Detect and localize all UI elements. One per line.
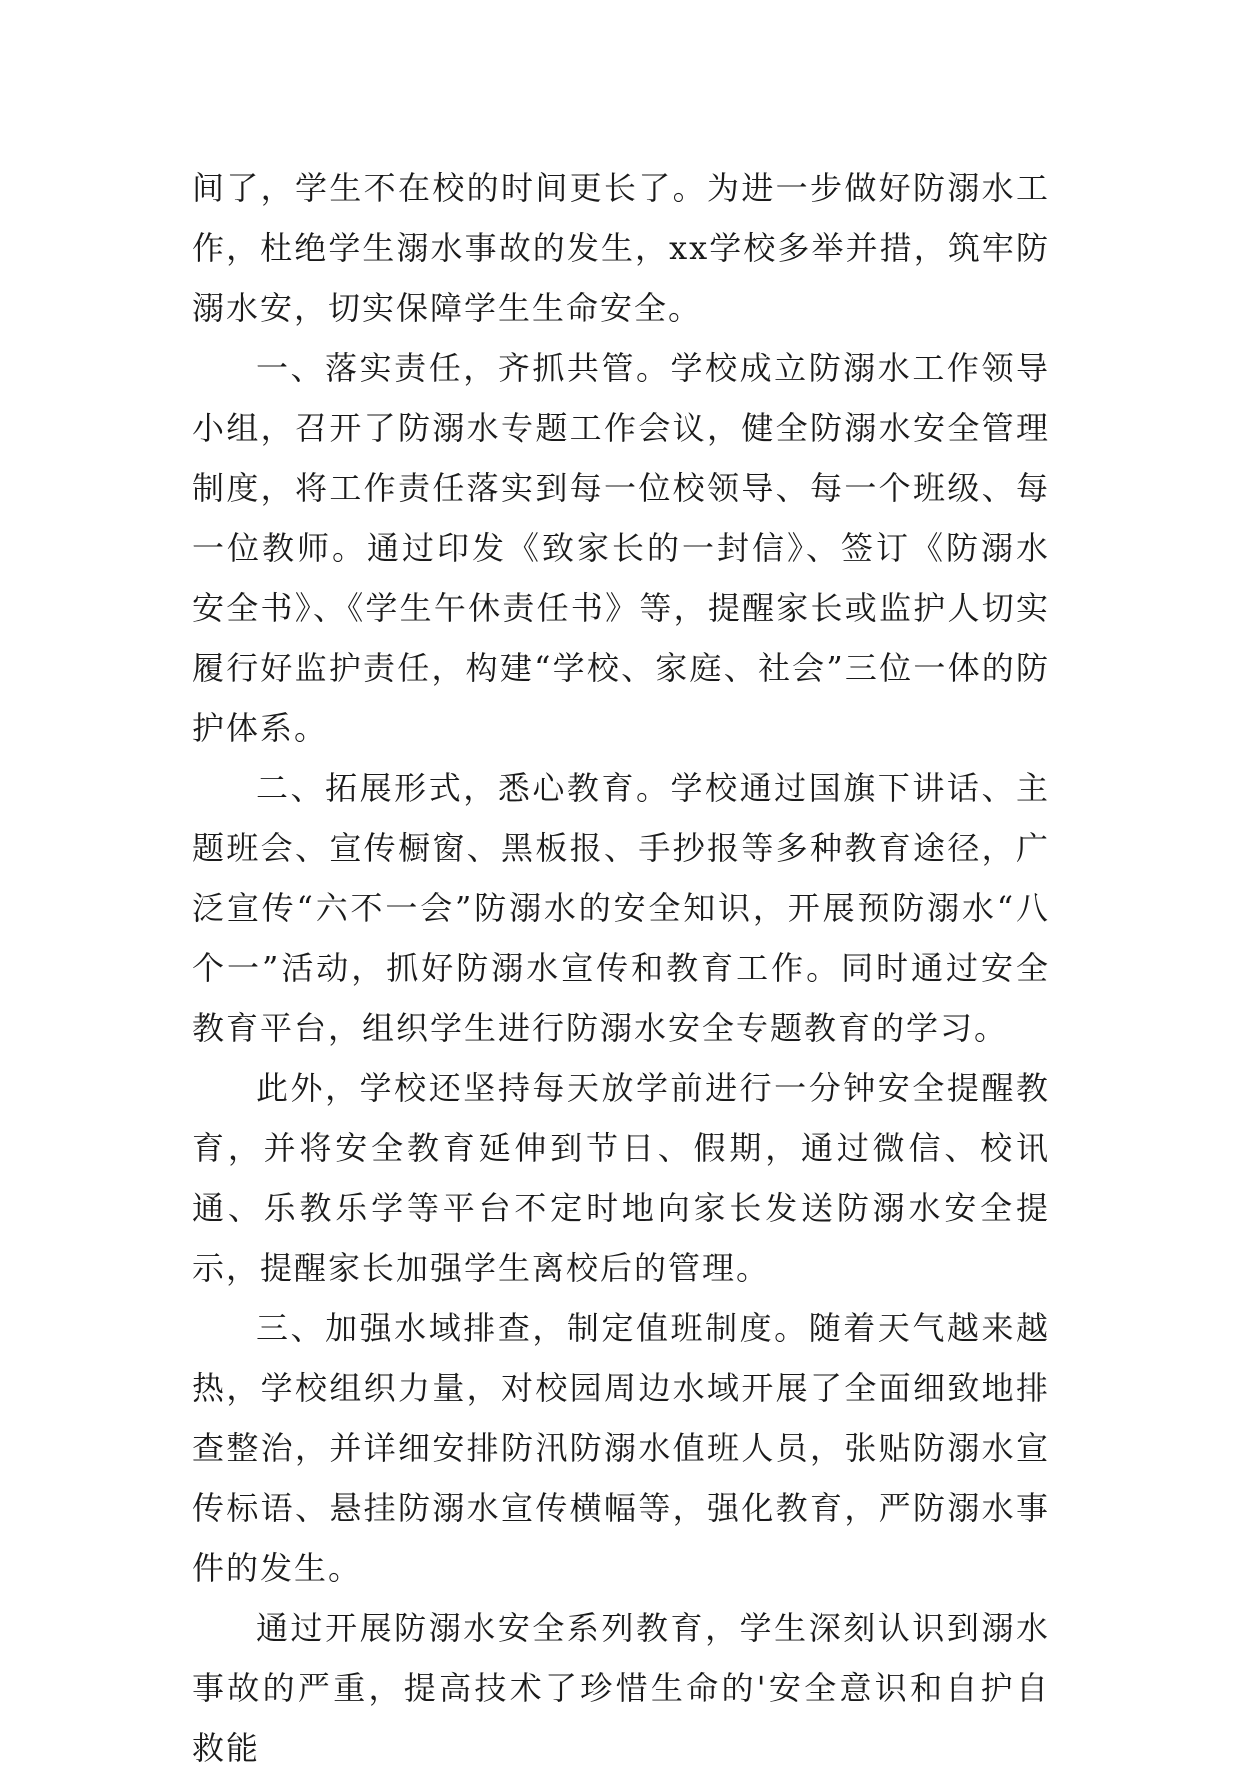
- document-body: [192, 158, 1050, 1778]
- paragraph-section-one: 一、落实责任，齐抓共管。学校成立防溺水工作领导小组，召开了防溺水专题工作会议，健全防溺水安全管理制度，将工作责任落实到每一位校领导、每一个班级、每一位教师。通过印发《致家长的一封信》、签订《防溺水安全书》、《学生午休责任书》等，提醒家长或监护人切实履行好监护责任，构建“学校、家庭、社会”三位一体的防护体系。: [192, 349, 1050, 747]
- paragraph-additional: 此外，学校还坚持每天放学前进行一分钟安全提醒教育，并将安全教育延伸到节日、假期，通过微信、校讯通、乐教乐学等平台不定时地向家长发送防溺水安全提示，提醒家长加强学生离校后的管理。: [192, 1069, 1050, 1287]
- paragraph-section-two: 二、拓展形式，悉心教育。学校通过国旗下讲话、主题班会、宣传橱窗、黑板报、手抄报等多种教育途径，广泛宣传“六不一会”防溺水的安全知识，开展预防溺水“八个一”活动，抓好防溺水宣传和教育工作。同时通过安全教育平台，组织学生进行防溺水安全专题教育的学习。: [192, 769, 1050, 1047]
- paragraph-section-three: 三、加强水域排查，制定值班制度。随着天气越来越热，学校组织力量，对校园周边水域开展了全面细致地排查整治，并详细安排防汛防溺水值班人员，张贴防溺水宣传标语、悬挂防溺水宣传横幅等，强化教育，严防溺水事件的发生。: [192, 1309, 1050, 1587]
- paragraph-continuation: 间了，学生不在校的时间更长了。为进一步做好防溺水工作，杜绝学生溺水事故的发生，xx学校多举并措，筑牢防溺水安，切实保障学生生命安全。: [192, 169, 1050, 327]
- paragraph-conclusion: 通过开展防溺水安全系列教育，学生深刻认识到溺水事故的严重，提高技术了珍惜生命的'安全意识和自护自救能: [192, 1609, 1050, 1767]
